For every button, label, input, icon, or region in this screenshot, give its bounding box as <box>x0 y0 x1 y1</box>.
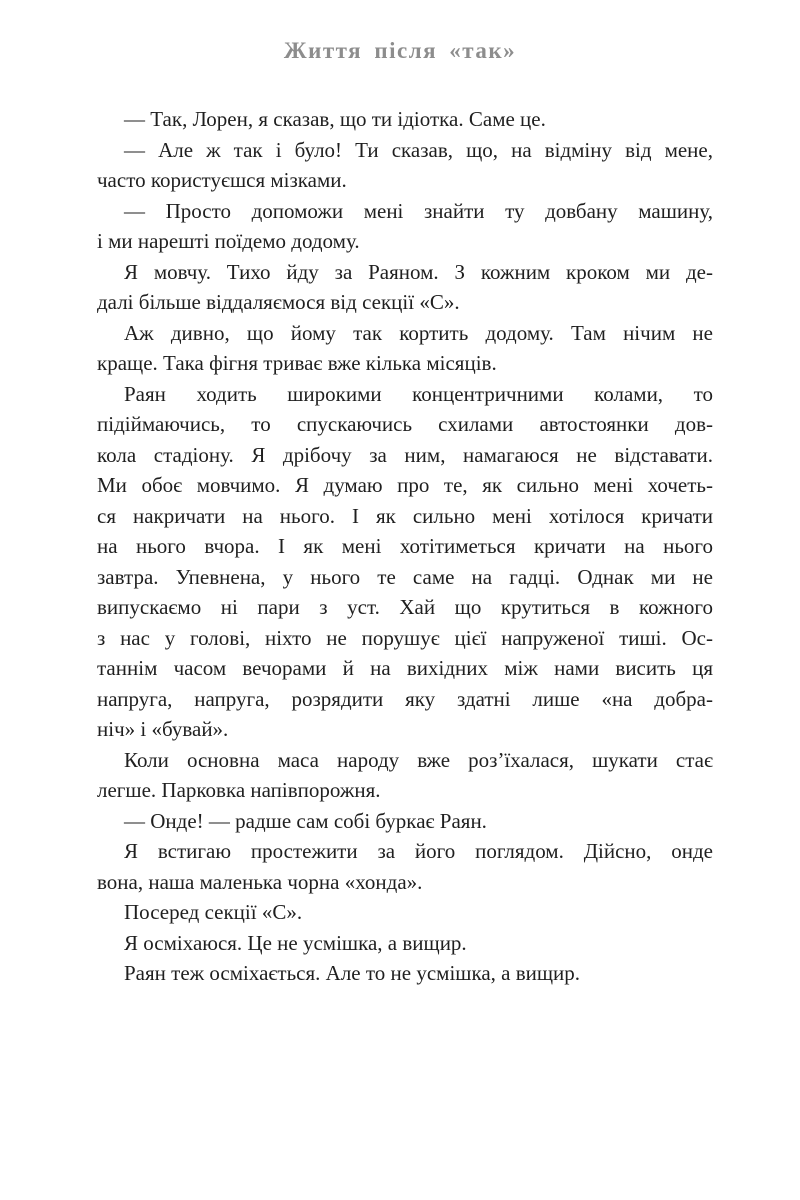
text-line: на нього вчора. І як мені хотітиметься кричати на нього <box>97 534 713 558</box>
running-header-title: Життя після «так» <box>283 38 517 63</box>
text-line: краще. Така фігня триває вже кілька місяців. <box>97 351 497 375</box>
text-line: кола стадіону. Я дрібочу за ним, намагаюся не відставати. <box>97 442 713 467</box>
text-line: вона, наша маленька чорна «хонда». <box>97 869 423 894</box>
text-line: підіймаючись, то спускаючись схилами автостоянки дов- <box>97 412 713 436</box>
paragraph <box>97 379 713 745</box>
text-line: Аж дивно, що йому так кортить додому. Там нічим не <box>124 320 713 345</box>
text-line: — Просто допоможи мені знайти ту довбану машину, <box>124 198 713 223</box>
text-line: Я мовчу. Тихо йду за Раяном. З кожним кроком ми де- <box>124 259 713 284</box>
text-line: випускаємо ні пари з уст. Хай що крутиться в кожного <box>97 595 713 619</box>
text-line: легше. Парковка напівпорожня. <box>97 778 381 802</box>
text-line: далі більше віддаляємося від секції «С». <box>97 290 460 314</box>
text-line: завтра. Упевнена, у нього те саме на гадці. Однак ми не <box>97 564 713 589</box>
paragraph <box>97 928 713 959</box>
paragraph <box>97 135 713 196</box>
text-line: таннім часом вечорами й на вихідних між нами висить ця <box>97 656 713 680</box>
text-line: і ми нарешті поїдемо додому. <box>97 229 360 253</box>
paragraph <box>97 745 713 806</box>
text-line: — Онде! — радше сам собі буркає Раян. <box>124 808 487 833</box>
paragraph <box>97 958 713 989</box>
paragraph <box>97 104 713 135</box>
page-body-text <box>97 104 713 989</box>
text-line: Посеред секції «С». <box>124 900 303 924</box>
text-line: — Так, Лорен, я сказав, що ти ідіотка. Саме це. <box>124 107 546 131</box>
text-line: Раян теж осміхається. Але то не усмішка, а вищир. <box>124 961 581 985</box>
text-line: Я осміхаюся. Це не усмішка, а вищир. <box>124 930 467 955</box>
paragraph <box>97 836 713 897</box>
text-line: Коли основна маса народу вже роз’їхалася, шукати стає <box>124 747 713 772</box>
text-line: — Але ж так і було! Ти сказав, що, на відміну від мене, <box>124 137 713 162</box>
text-line: напруга, напруга, розрядити яку здатні лише «на добра- <box>97 686 713 711</box>
text-line: Я встигаю простежити за його поглядом. Дійсно, онде <box>124 839 713 863</box>
text-line: часто користуєшся мізками. <box>97 168 347 192</box>
text-line: Раян ходить широкими концентричними колами, то <box>124 381 713 406</box>
text-line: з нас у голові, ніхто не порушує цієї напруженої тиші. Ос- <box>97 625 713 650</box>
paragraph <box>97 196 713 257</box>
paragraph <box>97 318 713 379</box>
text-line: ніч» і «бувай». <box>97 717 229 741</box>
paragraph <box>97 257 713 318</box>
paragraph <box>97 897 713 928</box>
text-line: ся накричати на нього. І як сильно мені хотілося кричати <box>97 503 713 528</box>
paragraph <box>97 806 713 837</box>
text-line: Ми обоє мовчимо. Я думаю про те, як сильно мені хочеть- <box>97 473 713 497</box>
